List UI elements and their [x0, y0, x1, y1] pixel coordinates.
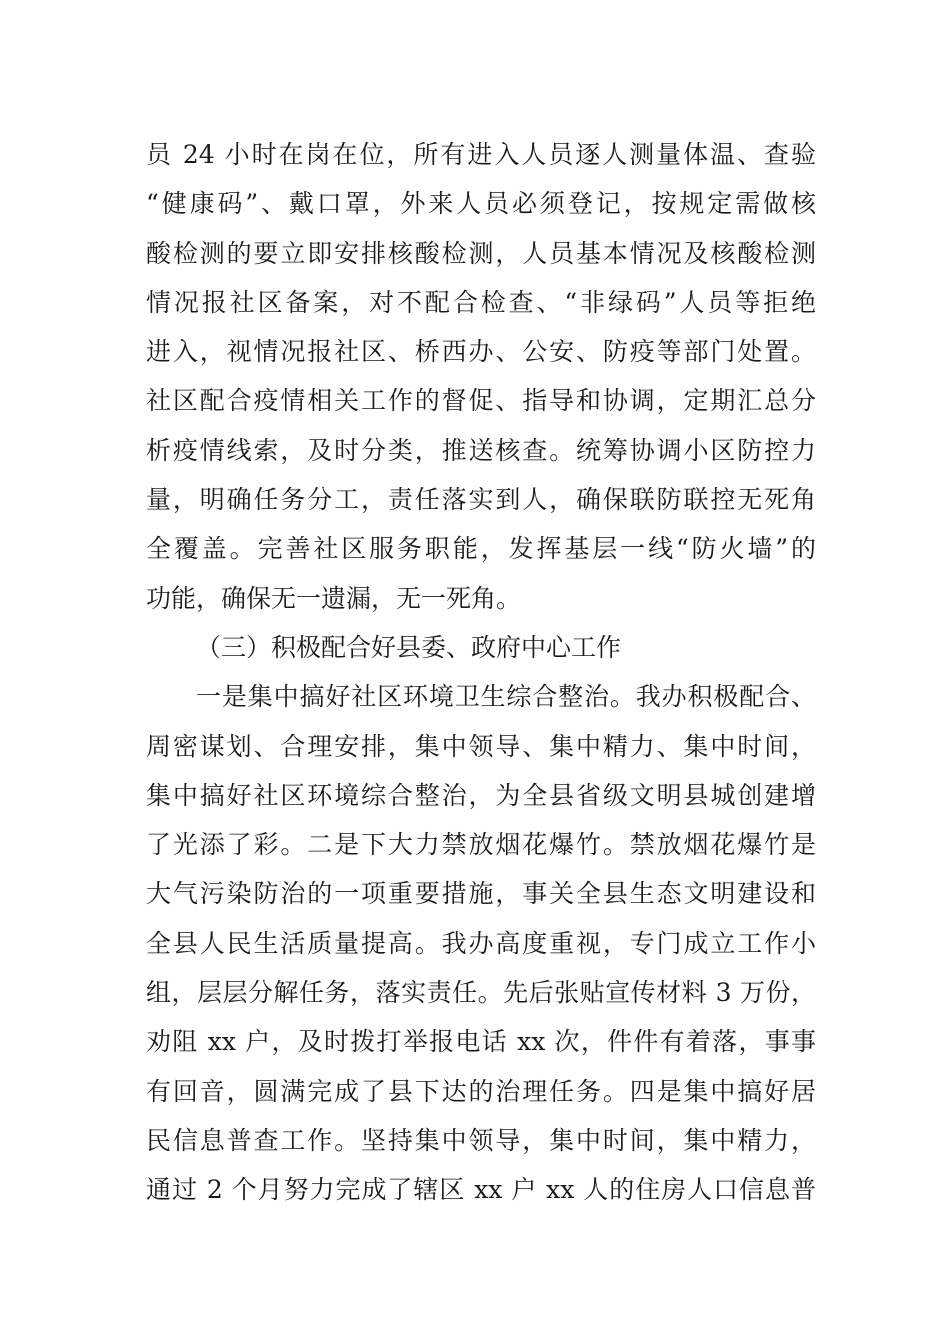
text-line: 有回音，圆满完成了县下达的治理任务。四是集中搞好居: [146, 1076, 816, 1106]
text-line: 社区配合疫情相关工作的督促、指导和协调，定期汇总分: [146, 386, 816, 416]
text-line: 劝阻 xx 户，及时拨打举报电话 xx 次，件件有着落，事事: [146, 1027, 816, 1057]
text-line: 进入，视情况报社区、桥西办、公安、防疫等部门处置。: [146, 337, 816, 367]
text-line: 员 24 小时在岗在位，所有进入人员逐人测量体温、查验: [146, 140, 816, 169]
text-line: 量，明确任务分工，责任落实到人，确保联防联控无死角: [146, 485, 816, 515]
text-line: 功能，确保无一遗漏，无一死角。: [146, 583, 522, 613]
text-line: 通过 2 个月努力完成了辖区 xx 户 xx 人的住房人口信息普: [146, 1175, 816, 1205]
text-line: 周密谋划、合理安排，集中领导、集中精力、集中时间，: [146, 731, 816, 761]
text-line: 集中搞好社区环境综合整治，为全县省级文明县城创建增: [146, 780, 816, 810]
text-line: 情况报社区备案，对不配合检查、“非绿码”人员等拒绝: [146, 287, 816, 317]
text-line: 组，层层分解任务，落实责任。先后张贴宣传材料 3 万份，: [146, 978, 816, 1008]
text-line: 民信息普查工作。坚持集中领导，集中时间，集中精力，: [146, 1125, 816, 1155]
text-line: 一是集中搞好社区环境卫生综合整治。我办积极配合、: [196, 682, 816, 712]
body-text: [146, 130, 816, 1215]
text-line: 大气污染防治的一项重要措施，事关全县生态文明建设和: [146, 879, 816, 909]
text-line: “健康码”、戴口罩，外来人员必须登记，按规定需做核: [146, 189, 816, 219]
section-heading: （三）积极配合好县委、政府中心工作: [196, 632, 622, 662]
text-line: 全县人民生活质量提高。我办高度重视，专门成立工作小: [146, 928, 816, 958]
text-line: 全覆盖。完善社区服务职能，发挥基层一线“防火墙”的: [146, 534, 816, 564]
text-line: 酸检测的要立即安排核酸检测，人员基本情况及核酸检测: [146, 238, 816, 268]
text-line: 了光添了彩。二是下大力禁放烟花爆竹。禁放烟花爆竹是: [146, 830, 816, 860]
text-line: 析疫情线索，及时分类，推送核查。统筹协调小区防控力: [146, 435, 816, 465]
